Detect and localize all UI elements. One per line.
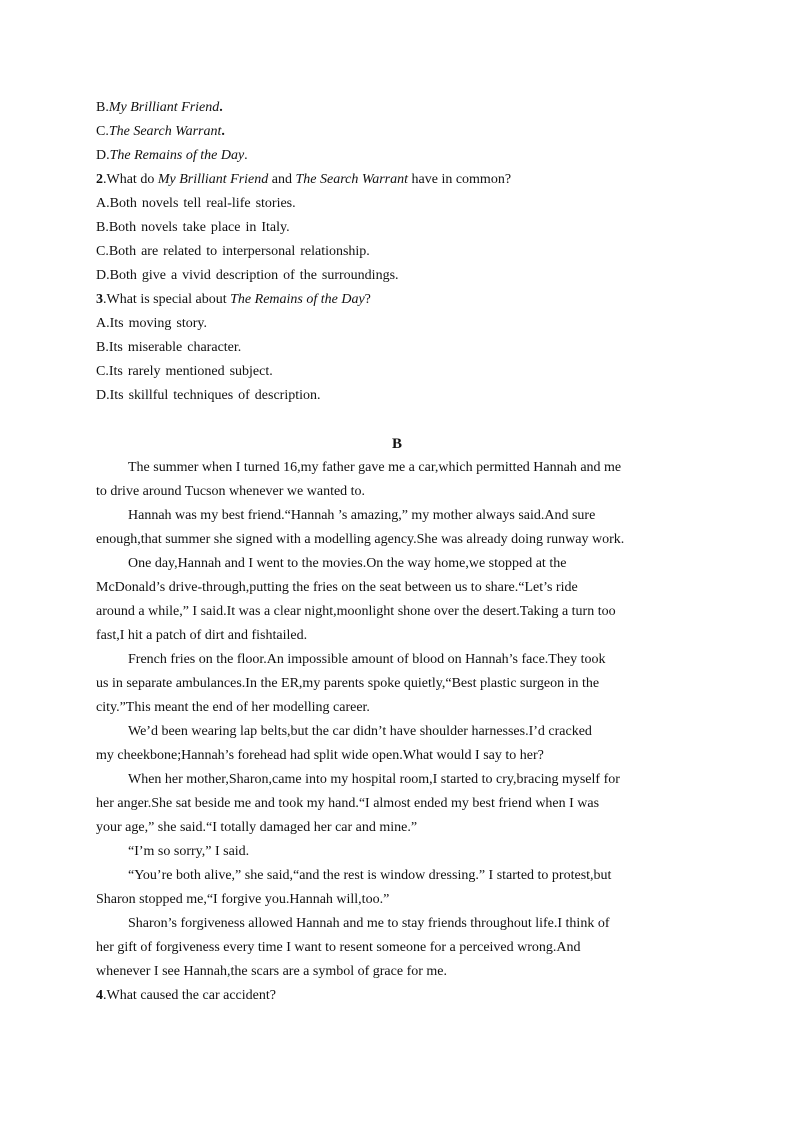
q1-option-d: [96, 147, 706, 165]
question-text: and: [268, 172, 296, 187]
book-title: My Brilliant Friend: [157, 172, 269, 187]
question-number: 2: [96, 172, 103, 187]
passage-line: Hannah was my best friend.“Hannah ’s amazing,” my mother always said.And sure: [128, 508, 596, 523]
passage-line: One day,Hannah and I went to the movies.On the way home,we stopped at the: [128, 556, 567, 571]
passage-line: Sharon stopped me,“I forgive you.Hannah will,too.”: [96, 892, 390, 907]
q3-stem: [96, 291, 706, 309]
book-title: The Search Warrant: [108, 124, 222, 139]
book-title: The Remains of the Day: [230, 292, 365, 307]
book-title: My Brilliant Friend: [108, 100, 220, 115]
q2-option-d: D.Both give a vivid description of the surroundings.: [96, 268, 399, 283]
question-text: .What is special about: [103, 292, 231, 307]
passage-line: city.”This meant the end of her modelling career.: [96, 700, 370, 715]
q2-option-c: C.Both are related to interpersonal relationship.: [96, 244, 370, 259]
question-number: 3: [96, 292, 103, 307]
passage-line: When her mother,Sharon,came into my hospital room,I started to cry,bracing myself for: [128, 772, 620, 787]
q3-option-c: C.Its rarely mentioned subject.: [96, 364, 273, 379]
option-letter: C.: [96, 124, 109, 139]
section-title: B: [391, 436, 402, 452]
passage-line: “I’m so sorry,” I said.: [128, 844, 250, 859]
passage-line: your age,” she said.“I totally damaged her car and mine.”: [96, 820, 418, 835]
question-text: ?: [364, 292, 371, 307]
question-text: .What caused the car accident?: [103, 988, 276, 1003]
question-text: .What do: [103, 172, 158, 187]
passage-line: Sharon’s forgiveness allowed Hannah and me to stay friends throughout life.I think of: [128, 916, 610, 931]
option-letter: B.: [96, 100, 109, 115]
q1-option-c: [96, 123, 706, 141]
passage-line: whenever I see Hannah,the scars are a symbol of grace for me.: [96, 964, 448, 979]
passage-line: us in separate ambulances.In the ER,my parents spoke quietly,“Best plastic surgeon in the: [96, 676, 600, 691]
question-text: have in common?: [408, 172, 512, 187]
question-number: 4: [96, 988, 103, 1003]
q2-option-a: A.Both novels tell real-life stories.: [96, 196, 296, 211]
passage-line: McDonald’s drive-through,putting the fries on the seat between us to share.“Let’s ride: [96, 580, 578, 595]
passage-line: “You’re both alive,” she said,“and the rest is window dressing.” I started to protest,but: [128, 868, 612, 883]
passage-line: around a while,” I said.It was a clear night,moonlight shone over the desert.Taking a turn too: [96, 604, 616, 619]
option-end: .: [244, 148, 248, 163]
option-end: .: [221, 124, 225, 139]
book-title: The Search Warrant: [295, 172, 409, 187]
book-title: The Remains of the Day: [109, 148, 245, 163]
passage-line: enough,that summer she signed with a modelling agency.She was already doing runway work.: [96, 532, 625, 547]
option-end: .: [219, 100, 223, 115]
passage-line: fast,I hit a patch of dirt and fishtailed.: [96, 628, 308, 643]
passage-line: We’d been wearing lap belts,but the car didn’t have shoulder harnesses.I’d cracked: [128, 724, 592, 739]
q3-option-a: A.Its moving story.: [96, 316, 207, 331]
q2-stem: [96, 171, 706, 189]
q3-option-d: D.Its skillful techniques of description.: [96, 388, 321, 403]
passage-line: French fries on the floor.An impossible amount of blood on Hannah’s face.They took: [128, 652, 606, 667]
passage-line: her gift of forgiveness every time I want to resent someone for a perceived wrong.And: [96, 940, 581, 955]
passage-line: to drive around Tucson whenever we wanted to.: [96, 484, 366, 499]
q1-option-b: [96, 99, 706, 117]
q4-stem: [96, 987, 706, 1005]
option-letter: D.: [96, 148, 110, 163]
passage-line: my cheekbone;Hannah’s forehead had split wide open.What would I say to her?: [96, 748, 544, 763]
q3-option-b: B.Its miserable character.: [96, 340, 242, 355]
q2-option-b: B.Both novels take place in Italy.: [96, 220, 290, 235]
passage-line: The summer when I turned 16,my father gave me a car,which permitted Hannah and me: [128, 460, 622, 475]
passage-line: her anger.She sat beside me and took my hand.“I almost ended my best friend when I was: [96, 796, 600, 811]
